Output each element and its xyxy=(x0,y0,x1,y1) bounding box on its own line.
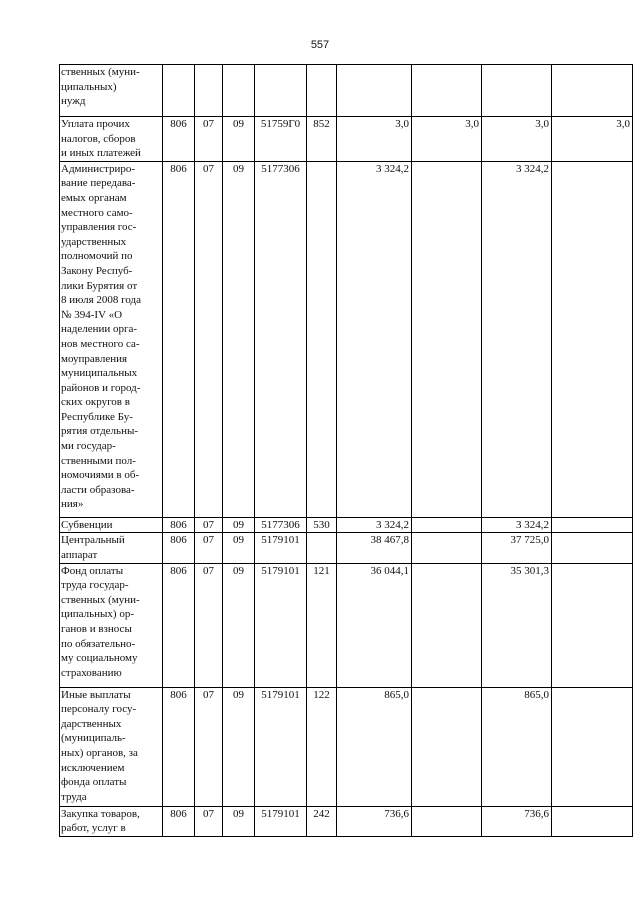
cell-target-article: 51759Г0 xyxy=(255,117,307,162)
cell-amount-2 xyxy=(412,533,482,563)
cell-amount-2 xyxy=(412,65,482,117)
table-row xyxy=(60,117,633,162)
cell-razdel: 07 xyxy=(195,806,223,836)
table-row xyxy=(60,563,633,687)
cell-amount-3: 3 324,2 xyxy=(482,161,552,517)
cell-target-article: 5179101 xyxy=(255,806,307,836)
cell-grbs xyxy=(163,65,195,117)
cell-podrazdel: 09 xyxy=(223,806,255,836)
cell-amount-3: 865,0 xyxy=(482,687,552,806)
table-row xyxy=(60,161,633,517)
cell-grbs: 806 xyxy=(163,533,195,563)
cell-amount-2 xyxy=(412,161,482,517)
table-row xyxy=(60,65,633,117)
cell-amount-2 xyxy=(412,517,482,533)
cell-podrazdel: 09 xyxy=(223,117,255,162)
cell-amount-1 xyxy=(337,65,412,117)
cell-amount-1: 3 324,2 xyxy=(337,517,412,533)
cell-amount-4: 3,0 xyxy=(552,117,633,162)
cell-amount-3: 37 725,0 xyxy=(482,533,552,563)
cell-target-article: 5179101 xyxy=(255,533,307,563)
cell-description: Закупка товаров, работ, услуг в xyxy=(60,806,163,836)
cell-amount-3: 3 324,2 xyxy=(482,517,552,533)
cell-amount-4 xyxy=(552,517,633,533)
cell-description: Фонд оплаты труда государ- ственных (муни- ципальных) ор- ганов и взносы по обязательно- му социальному страхованию xyxy=(60,563,163,687)
cell-expense-type: 852 xyxy=(307,117,337,162)
cell-expense-type xyxy=(307,533,337,563)
table-row xyxy=(60,806,633,836)
cell-amount-4 xyxy=(552,65,633,117)
table-body xyxy=(60,65,633,837)
cell-amount-2 xyxy=(412,806,482,836)
cell-amount-3: 35 301,3 xyxy=(482,563,552,687)
cell-grbs: 806 xyxy=(163,117,195,162)
cell-expense-type: 242 xyxy=(307,806,337,836)
cell-amount-3: 3,0 xyxy=(482,117,552,162)
cell-description: Центральный аппарат xyxy=(60,533,163,563)
cell-amount-1: 736,6 xyxy=(337,806,412,836)
cell-amount-2 xyxy=(412,563,482,687)
cell-razdel: 07 xyxy=(195,563,223,687)
cell-amount-3: 736,6 xyxy=(482,806,552,836)
cell-podrazdel: 09 xyxy=(223,517,255,533)
cell-description: ственных (муни- ципальных) нужд xyxy=(60,65,163,117)
cell-grbs: 806 xyxy=(163,161,195,517)
cell-amount-1: 36 044,1 xyxy=(337,563,412,687)
cell-grbs: 806 xyxy=(163,517,195,533)
cell-amount-4 xyxy=(552,687,633,806)
cell-description: Субвенции xyxy=(60,517,163,533)
cell-expense-type: 122 xyxy=(307,687,337,806)
cell-amount-2 xyxy=(412,687,482,806)
cell-amount-4 xyxy=(552,563,633,687)
cell-expense-type: 121 xyxy=(307,563,337,687)
cell-amount-1: 3,0 xyxy=(337,117,412,162)
cell-description: Уплата прочих налогов, сборов и иных платежей xyxy=(60,117,163,162)
cell-expense-type xyxy=(307,161,337,517)
cell-target-article: 5179101 xyxy=(255,563,307,687)
budget-table xyxy=(59,64,633,837)
cell-grbs: 806 xyxy=(163,563,195,687)
cell-target-article: 5179101 xyxy=(255,687,307,806)
cell-amount-1: 3 324,2 xyxy=(337,161,412,517)
cell-target-article: 5177306 xyxy=(255,517,307,533)
cell-podrazdel: 09 xyxy=(223,563,255,687)
cell-podrazdel xyxy=(223,65,255,117)
cell-razdel: 07 xyxy=(195,687,223,806)
cell-expense-type xyxy=(307,65,337,117)
table-row xyxy=(60,687,633,806)
cell-amount-4 xyxy=(552,161,633,517)
cell-podrazdel: 09 xyxy=(223,687,255,806)
cell-amount-3 xyxy=(482,65,552,117)
cell-grbs: 806 xyxy=(163,687,195,806)
table-row xyxy=(60,533,633,563)
cell-podrazdel: 09 xyxy=(223,533,255,563)
cell-razdel: 07 xyxy=(195,533,223,563)
cell-amount-1: 38 467,8 xyxy=(337,533,412,563)
cell-amount-4 xyxy=(552,806,633,836)
page-number: 557 xyxy=(310,39,330,51)
cell-target-article: 5177306 xyxy=(255,161,307,517)
cell-amount-2: 3,0 xyxy=(412,117,482,162)
cell-razdel: 07 xyxy=(195,517,223,533)
cell-target-article xyxy=(255,65,307,117)
cell-description: Администриро- вание передава- емых органам местного само- управления гос- ударственных полномочий по Закону Респуб- лики Бурятия от 8 июля 2008 года № 394-IV «О наделении орга- нов местного са- моуправления муниципальных районов и город- ских округов в Республике Бу- рятия отдельны- ми государ- ственными пол- номочиями в об- ласти образова- ния» xyxy=(60,161,163,517)
cell-amount-1: 865,0 xyxy=(337,687,412,806)
cell-razdel: 07 xyxy=(195,117,223,162)
cell-expense-type: 530 xyxy=(307,517,337,533)
cell-grbs: 806 xyxy=(163,806,195,836)
cell-description: Иные выплаты персоналу госу- дарственных (муниципаль- ных) органов, за исключением фонда оплаты труда xyxy=(60,687,163,806)
cell-razdel: 07 xyxy=(195,161,223,517)
cell-podrazdel: 09 xyxy=(223,161,255,517)
cell-amount-4 xyxy=(552,533,633,563)
cell-razdel xyxy=(195,65,223,117)
table-row xyxy=(60,517,633,533)
